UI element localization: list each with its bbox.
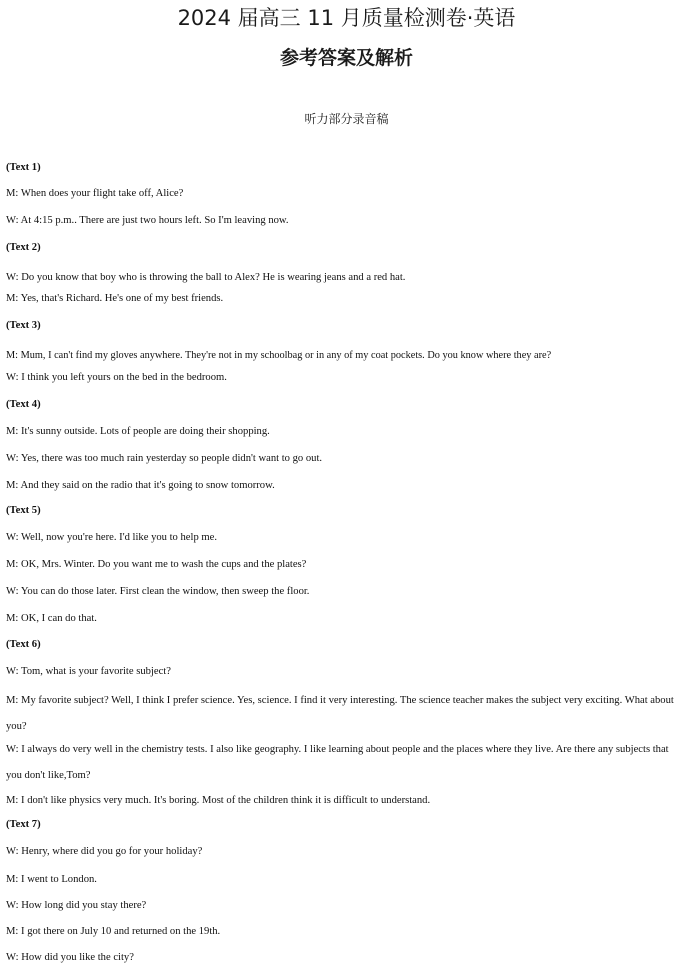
utterance: Henry, where did you go for your holiday? <box>21 846 203 857</box>
utterance: Well, now you're here. I'd like you to help me. <box>21 532 217 543</box>
text-label: (Text 1) <box>6 162 41 173</box>
dialogue-line <box>6 425 684 439</box>
text-label: (Text 2) <box>6 242 41 253</box>
text-label: (Text 4) <box>6 399 41 410</box>
dialogue-line <box>6 585 684 599</box>
speaker: W: <box>6 453 19 464</box>
dialogue-line <box>6 531 684 545</box>
utterance: You can do those later. First clean the window, then sweep the floor. <box>20 586 310 597</box>
speaker: W: <box>6 900 19 911</box>
utterance: How did you like the city? <box>21 952 134 963</box>
speaker: M: <box>6 926 19 937</box>
utterance: Mum, I can't find my gloves anywhere. They're not in my schoolbag or in any of my coat pockets. Do you know where they are? <box>20 350 552 361</box>
dialogue-line <box>6 292 684 306</box>
speaker: M: <box>6 695 19 706</box>
utterance: OK, Mrs. Winter. Do you want me to wash the cups and the plates? <box>21 559 307 570</box>
utterance: I always do very well in the chemistry tests. I also like geography. I like learning about people and the places where they live. Are there any subjects that you don't like,Tom? <box>6 744 669 781</box>
dialogue-line <box>6 612 684 626</box>
utterance: Yes, there was too much rain yesterday so people didn't want to go out. <box>20 453 323 464</box>
dialogue-line <box>6 873 684 887</box>
speaker: M: <box>6 874 19 885</box>
utterance: I don't like physics very much. It's boring. Most of the children think it is difficult to understand. <box>21 795 431 806</box>
speaker: W: <box>6 532 19 543</box>
dialogue-line <box>6 214 684 228</box>
utterance: OK, I can do that. <box>21 613 97 624</box>
speaker: W: <box>6 952 19 963</box>
speaker: W: <box>6 215 19 226</box>
speaker: M: <box>6 426 19 437</box>
dialogue-line <box>6 558 684 572</box>
dialogue-line <box>6 794 684 808</box>
utterance: I think you left yours on the bed in the bedroom. <box>21 372 227 383</box>
speaker: W: <box>6 846 19 857</box>
dialogue-line <box>6 899 684 913</box>
dialogue-line <box>6 737 684 789</box>
speaker: M: <box>6 795 19 806</box>
document-title: 2024 届高三 11 月质量检测卷·英语 <box>177 6 516 30</box>
utterance: At 4:15 p.m.. There are just two hours left. So I'm leaving now. <box>20 215 289 226</box>
utterance: And they said on the radio that it's going to snow tomorrow. <box>20 480 275 491</box>
dialogue-line <box>6 371 684 385</box>
utterance: I got there on July 10 and returned on the 19th. <box>21 926 221 937</box>
dialogue-line <box>6 479 684 493</box>
document-subtitle: 参考答案及解析 <box>279 47 413 69</box>
section-title: 听力部分录音稿 <box>304 112 389 126</box>
speaker: M: <box>6 480 19 491</box>
utterance: When does your flight take off, Alice? <box>20 188 184 199</box>
utterance: I went to London. <box>21 874 97 885</box>
utterance: How long did you stay there? <box>21 900 147 911</box>
dialogue-line <box>6 688 684 740</box>
dialogue-line <box>6 271 684 285</box>
speaker: W: <box>6 272 19 283</box>
text-label: (Text 5) <box>6 505 41 516</box>
speaker: M: <box>6 188 19 199</box>
dialogue-line <box>6 925 684 939</box>
text-label: (Text 3) <box>6 320 41 331</box>
dialogue-line <box>6 845 684 859</box>
speaker: W: <box>6 586 19 597</box>
speaker: W: <box>6 666 19 677</box>
dialogue-line <box>6 452 684 466</box>
utterance: Yes, that's Richard. He's one of my best friends. <box>20 293 224 304</box>
utterance: It's sunny outside. Lots of people are doing their shopping. <box>21 426 270 437</box>
speaker: M: <box>6 613 19 624</box>
dialogue-line <box>6 665 684 679</box>
dialogue-line <box>6 187 684 201</box>
utterance: My favorite subject? Well, I think I prefer science. Yes, science. I find it very interesting. The science teacher makes the subject very exciting. What about you? <box>6 695 674 732</box>
utterance: Do you know that boy who is throwing the ball to Alex? He is wearing jeans and a red hat. <box>21 272 406 283</box>
text-label: (Text 6) <box>6 639 41 650</box>
text-label: (Text 7) <box>6 819 41 830</box>
speaker: M: <box>6 559 19 570</box>
speaker: M: <box>6 350 19 361</box>
utterance: Tom, what is your favorite subject? <box>21 666 171 677</box>
speaker: W: <box>6 372 19 383</box>
speaker: M: <box>6 293 19 304</box>
speaker: W: <box>6 744 19 755</box>
dialogue-line <box>6 951 684 965</box>
dialogue-line <box>6 349 684 363</box>
